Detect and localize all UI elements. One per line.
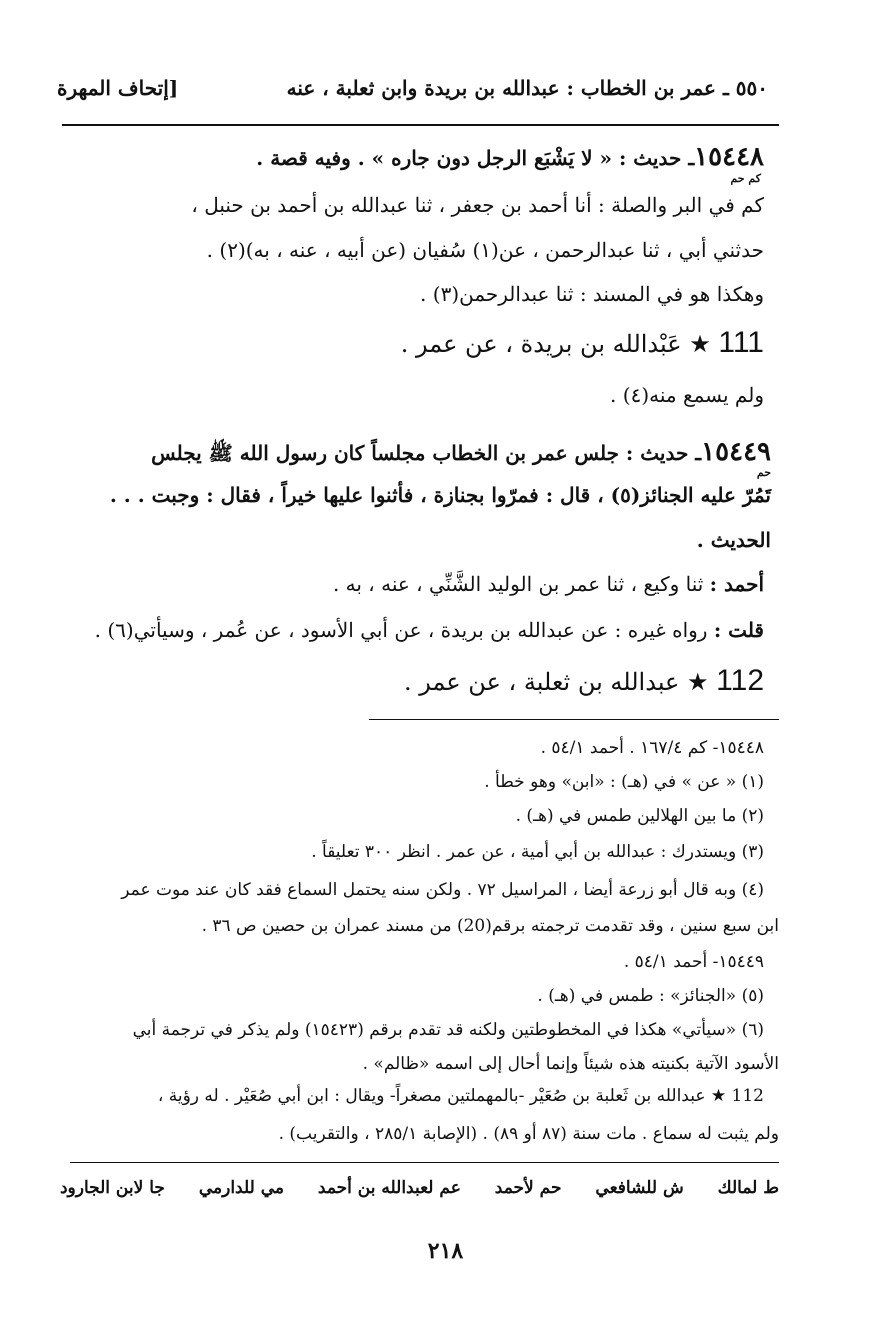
abbreviation: مي للدارمي <box>198 1178 284 1198</box>
footnote: (٥) «الجنائز» : طمس في (هـ) . <box>537 986 764 1006</box>
abbreviation: ش للشافعي <box>595 1178 684 1198</box>
running-header-title: ٥٥٠ ـ عمر بن الخطاب : عبدالله بن بريدة وابن ثعلبة ، عنه <box>286 76 768 100</box>
page-number: ٢١٨ <box>427 1238 464 1264</box>
footnote: ١٥٤٤٨- كم ١٦٧/٤ . أحمد ٥٤/١ . <box>540 738 764 758</box>
hadith-number: ١٥٤٤٩ <box>701 437 771 467</box>
star-icon: ★ <box>689 330 711 358</box>
source-label: أحمد : <box>709 572 764 596</box>
abbreviation: جا لابن الجارود <box>59 1178 165 1198</box>
footnote: (١) « عن » في (هـ) : «ابن» وهو خطأ . <box>484 772 764 792</box>
hadith-sigla: حم <box>756 466 771 479</box>
hadith-text-line: الحديث . <box>696 528 771 552</box>
narrator-number: 111 <box>718 326 764 359</box>
footnote: (٣) ويستدرك : عبدالله بن أبي أمية ، عن عمر . انظر ٣٠٠ تعليقاً . <box>311 842 764 862</box>
abbreviations-key <box>32 1178 779 1198</box>
footnote-continuation: ولم يثبت له سماع . مات سنة (٨٧ أو ٨٩) . (الإصابة ٢٨٥/١ ، والتقريب) . <box>278 1124 779 1144</box>
footnote-rule <box>369 719 779 720</box>
footnote: (٢) ما بين الهلالين طمس في (هـ) . <box>515 806 764 826</box>
abbreviation: عم لعبدالله بن أحمد <box>317 1178 461 1198</box>
footnote-continuation: ابن سبع سنين ، وقد تقدمت ترجمته برقم(20) من مسند عمران بن حصين ص ٣٦ . <box>201 916 779 936</box>
running-header-book: [إتحاف المهرة <box>57 76 179 100</box>
footnote: (٤) وبه قال أبو زرعة أيضا ، المراسيل ٧٢ . ولكن سنه يحتمل السماع فقد كان عند موت عمر <box>121 880 764 900</box>
footnote-continuation: الأسود الآتية بكنيته هذه شيئاً وإنما أحال إلى اسمه «ظالم» . <box>362 1054 779 1074</box>
abbreviations-rule <box>70 1162 779 1163</box>
abbreviation: ط لمالك <box>717 1178 779 1198</box>
narrator-note: ولم يسمع منه(٤) . <box>610 383 764 407</box>
hadith-number: ١٥٤٤٨ <box>694 142 764 172</box>
footnote: ١٥٤٤٩- أحمد ٥٤/١ . <box>623 952 764 972</box>
narrator-111-heading <box>401 326 764 360</box>
hadith-text: ـ حديث : « لا يَشْبَع الرجل دون جاره » . وفيه قصة . <box>256 146 695 170</box>
note-line: وهكذا هو في المسند : ثنا عبدالرحمن(٣) . <box>420 282 764 306</box>
header-rule <box>62 124 779 126</box>
hadith-sigla: كم حم <box>730 172 761 185</box>
star-icon: ★ <box>687 668 709 696</box>
hadith-text: ـ حديث : جلس عمر بن الخطاب مجلساً كان رسول الله ﷺ يجلس <box>151 441 702 465</box>
narrator-112-heading <box>404 664 764 698</box>
comment-line <box>95 618 764 642</box>
comment-text: رواه غيره : عن عبدالله بن بريدة ، عن أبي الأسود ، عن عُمر ، وسيأتي(٦) . <box>94 618 714 642</box>
isnad-text: ثنا وكيع ، ثنا عمر بن الوليد الشَّنِّي ، عنه ، به . <box>332 572 710 596</box>
footnote: 112 ★ عبدالله بن ثَعلبة بن صُعَيْر -بالمهملتين مصغراً- ويقال : ابن أبي صُعَيْر . له رؤية ، <box>157 1086 764 1106</box>
hadith-text-line: تَمُرّ عليه الجنائز(٥) ، قال : فمرّوا بجنازة ، فأثنوا عليها خيراً ، فقال : وجبت . . . <box>109 483 771 507</box>
isnad-line <box>333 572 764 596</box>
narrator-number: 112 <box>716 664 764 697</box>
footnote: (٦) «سيأتي» هكذا في المخطوطتين ولكنه قد تقدم برقم (١٥٤٢٣) ولم يذكر في ترجمة أبي <box>132 1020 764 1040</box>
isnad-line: حدثني أبي ، ثنا عبدالرحمن ، عن(١) سُفيان (عن أبيه ، عنه ، به)(٢) . <box>206 238 764 262</box>
abbreviation: حم لأحمد <box>494 1178 562 1198</box>
hadith-15448-title <box>256 142 764 172</box>
isnad-line: كم في البر والصلة : أنا أحمد بن جعفر ، ثنا عبدالله بن أحمد بن حنبل ، <box>191 193 764 217</box>
narrator-name: عَبْدالله بن بريدة ، عن عمر . <box>400 330 682 358</box>
comment-label: قلت : <box>713 618 764 642</box>
narrator-name: عبدالله بن ثعلبة ، عن عمر . <box>403 668 680 696</box>
hadith-15449-title <box>151 437 771 470</box>
